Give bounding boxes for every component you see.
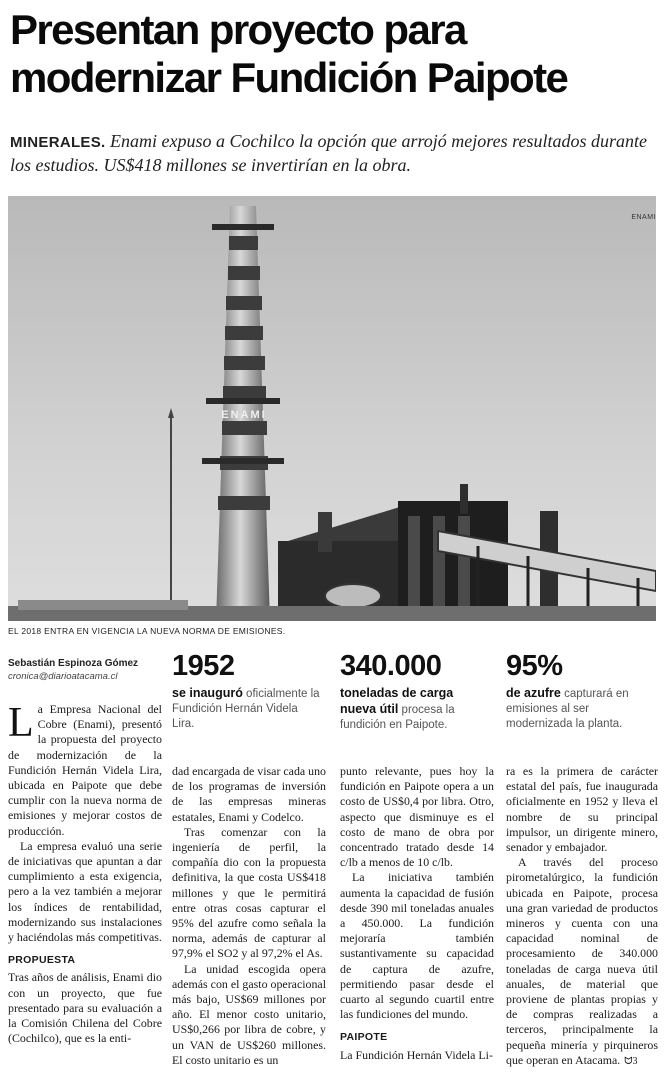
fact-text: capturará en emisiones al ser modernizada la planta.	[506, 688, 629, 730]
fact-number: 1952	[172, 650, 235, 682]
article-column-1	[8, 702, 162, 1046]
article-column-4	[506, 764, 658, 1069]
article-column-2	[172, 764, 326, 1068]
paragraph: Tras años de análisis, Enami dio con un proyecto, que fue presentado para su evaluación a la Comisión Chilena del Cobre (Cochilco), que es la enti-	[8, 970, 162, 1046]
fact-box	[340, 650, 490, 733]
paragraph: ra es la primera de carácter estatal del país, fue inaugurada oficialmente en 1952 y lleva el nombre de su principal impulsor, un dirigente minero, senador y embajador.	[506, 764, 658, 855]
paragraph: dad encargada de visar cada uno de los programas de inversión de las empresas mineras estatales, Enami y Codelco.	[172, 764, 326, 824]
paragraph-text: a Empresa Nacional del Cobre (Enami), presentó la propuesta del proyecto de modernización de la Fundición Hernán Videla Lira, ubicada en Paipote que debe cumplir con la nueva norma de emisiones y mejorar costos de producción.	[8, 702, 162, 838]
author-email[interactable]: cronica@diarioatacama.cl	[8, 671, 118, 682]
article-column-3	[340, 764, 494, 1063]
drop-cap: L	[8, 700, 34, 746]
fact-box	[172, 650, 322, 732]
paragraph	[506, 855, 658, 1069]
stack-label: ENAMI	[221, 409, 267, 421]
smelter-photo	[8, 196, 656, 621]
fact-highlight: se inauguró	[172, 686, 243, 700]
paragraph: La empresa evaluó una serie de iniciativas que apuntan a dar cumplimiento a esta exigencia, pero a la vez también a mejorar los índices de rentabilidad, modernizando sus instalaciones y haciéndolas más competitivas.	[8, 838, 162, 945]
fact-number: 340.000	[340, 650, 442, 682]
section-subhead: PROPUESTA	[8, 954, 76, 967]
fact-description	[172, 686, 322, 732]
lead-kicker: MINERALES.	[10, 134, 106, 151]
fact-text: procesa la fundición en Paipote.	[340, 704, 455, 731]
fact-highlight: de azufre	[506, 686, 561, 700]
fact-description	[506, 686, 656, 732]
paragraph: punto relevante, pues hoy la fundición en Paipote opera a un costo de US$0,4 por libra. Otro, aspecto que disminuye es el costo de mano de obra por concentrado tratado desde 14 c/lb a menos de 10 c/lb.	[340, 764, 494, 870]
smelter-illustration	[8, 196, 656, 621]
paragraph	[8, 702, 162, 839]
fact-description	[340, 686, 490, 733]
photo-credit: ENAMI	[631, 214, 656, 221]
end-mark: ᗢ3	[624, 1055, 638, 1067]
lead-paragraph	[10, 130, 655, 177]
byline	[8, 658, 168, 682]
paragraph: La unidad escogida opera además con el gasto operacional más bajo, US$69 millones por año. El menor costo unitario, US$0,266 por libra de cobre, y un VAN de US$260 millones. El costo unitario es un	[172, 961, 326, 1067]
fact-number: 95%	[506, 650, 563, 682]
fact-highlight: toneladas de carga nueva útil	[340, 686, 454, 716]
fact-text: oficialmente la Fundición Hernán Videla Lira.	[172, 688, 320, 730]
paragraph: Tras comenzar con la ingeniería de perfil, la compañía dio con la propuesta definitiva, la que costa US$418 millones y que le permitirá entre otras cosas capturar el 95% del azufre como señala la norma, además de capturar al 97,9% el SO2 y al 97,2% el As.	[172, 824, 326, 961]
headline: Presentan proyecto para modernizar Fundición Paipote	[10, 6, 568, 101]
fact-box	[506, 650, 656, 732]
section-subhead: PAIPOTE	[340, 1031, 388, 1044]
photo-caption: EL 2018 ENTRA EN VIGENCIA LA NUEVA NORMA DE EMISIONES.	[8, 626, 286, 636]
paragraph: La Fundición Hernán Videla Li-	[340, 1047, 493, 1062]
paragraph: La iniciativa también aumenta la capacidad de fusión desde 390 mil toneladas anuales a 450.000. La fundición mejoraría también sustantivamente su capacidad de captura de azufre, permitiendo pasar desde el cuarto al segundo cuartil entre las fundiciones del mundo.	[340, 870, 494, 1022]
lead-text: Enami expuso a Cochilco la opción que arrojó mejores resultados durante los estudios. US$418 millones se invertirían en la obra.	[10, 131, 647, 175]
author-name: Sebastián Espinoza Gómez	[8, 658, 139, 669]
paragraph-text: A través del proceso pirometalúrgico, la fundición ubicada en Paipote, procesa una gran variedad de productos mineros y cuenta con una capacidad nominal de procesamiento de 340.000 toneladas de carga nueva útil anuales, de material que proviene de plantas propias y de compras realizadas a terceros, principalmente la pequeña minería y pirquineros que operan en Atacama.	[506, 855, 658, 1067]
